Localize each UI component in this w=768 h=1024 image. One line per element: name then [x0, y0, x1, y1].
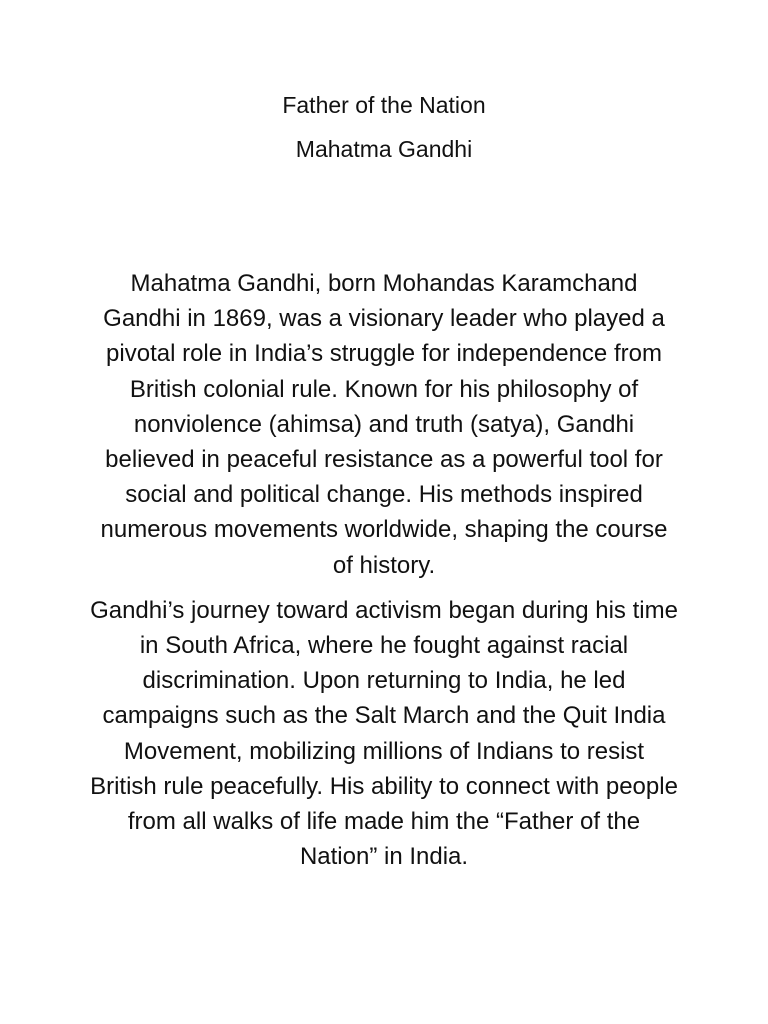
paragraph-2: Gandhi’s journey toward activism began during his time in South Africa, where he fought against racial discrimination. Upon returning to India, he led campaigns such as the Salt March and the Quit India Movement, mobilizing millions of Indians to resist British rule peacefully. His ability to connect with people from all walks of life made him the “Father of the Nation” in India.	[90, 596, 678, 871]
title-block	[0, 88, 768, 176]
document-title: Father of the Nation	[282, 92, 486, 118]
paragraph-1: Mahatma Gandhi, born Mohandas Karamchand Gandhi in 1869, was a visionary leader who played a pivotal role in India’s struggle for independence from British colonial rule. Known for his philosophy of nonviolence (ahimsa) and truth (satya), Gandhi believed in peaceful resistance as a powerful tool for social and political change. His methods inspired numerous movements worldwide, shaping the course of history.	[100, 270, 668, 579]
document-body	[89, 266, 679, 884]
document-subtitle: Mahatma Gandhi	[295, 136, 473, 162]
